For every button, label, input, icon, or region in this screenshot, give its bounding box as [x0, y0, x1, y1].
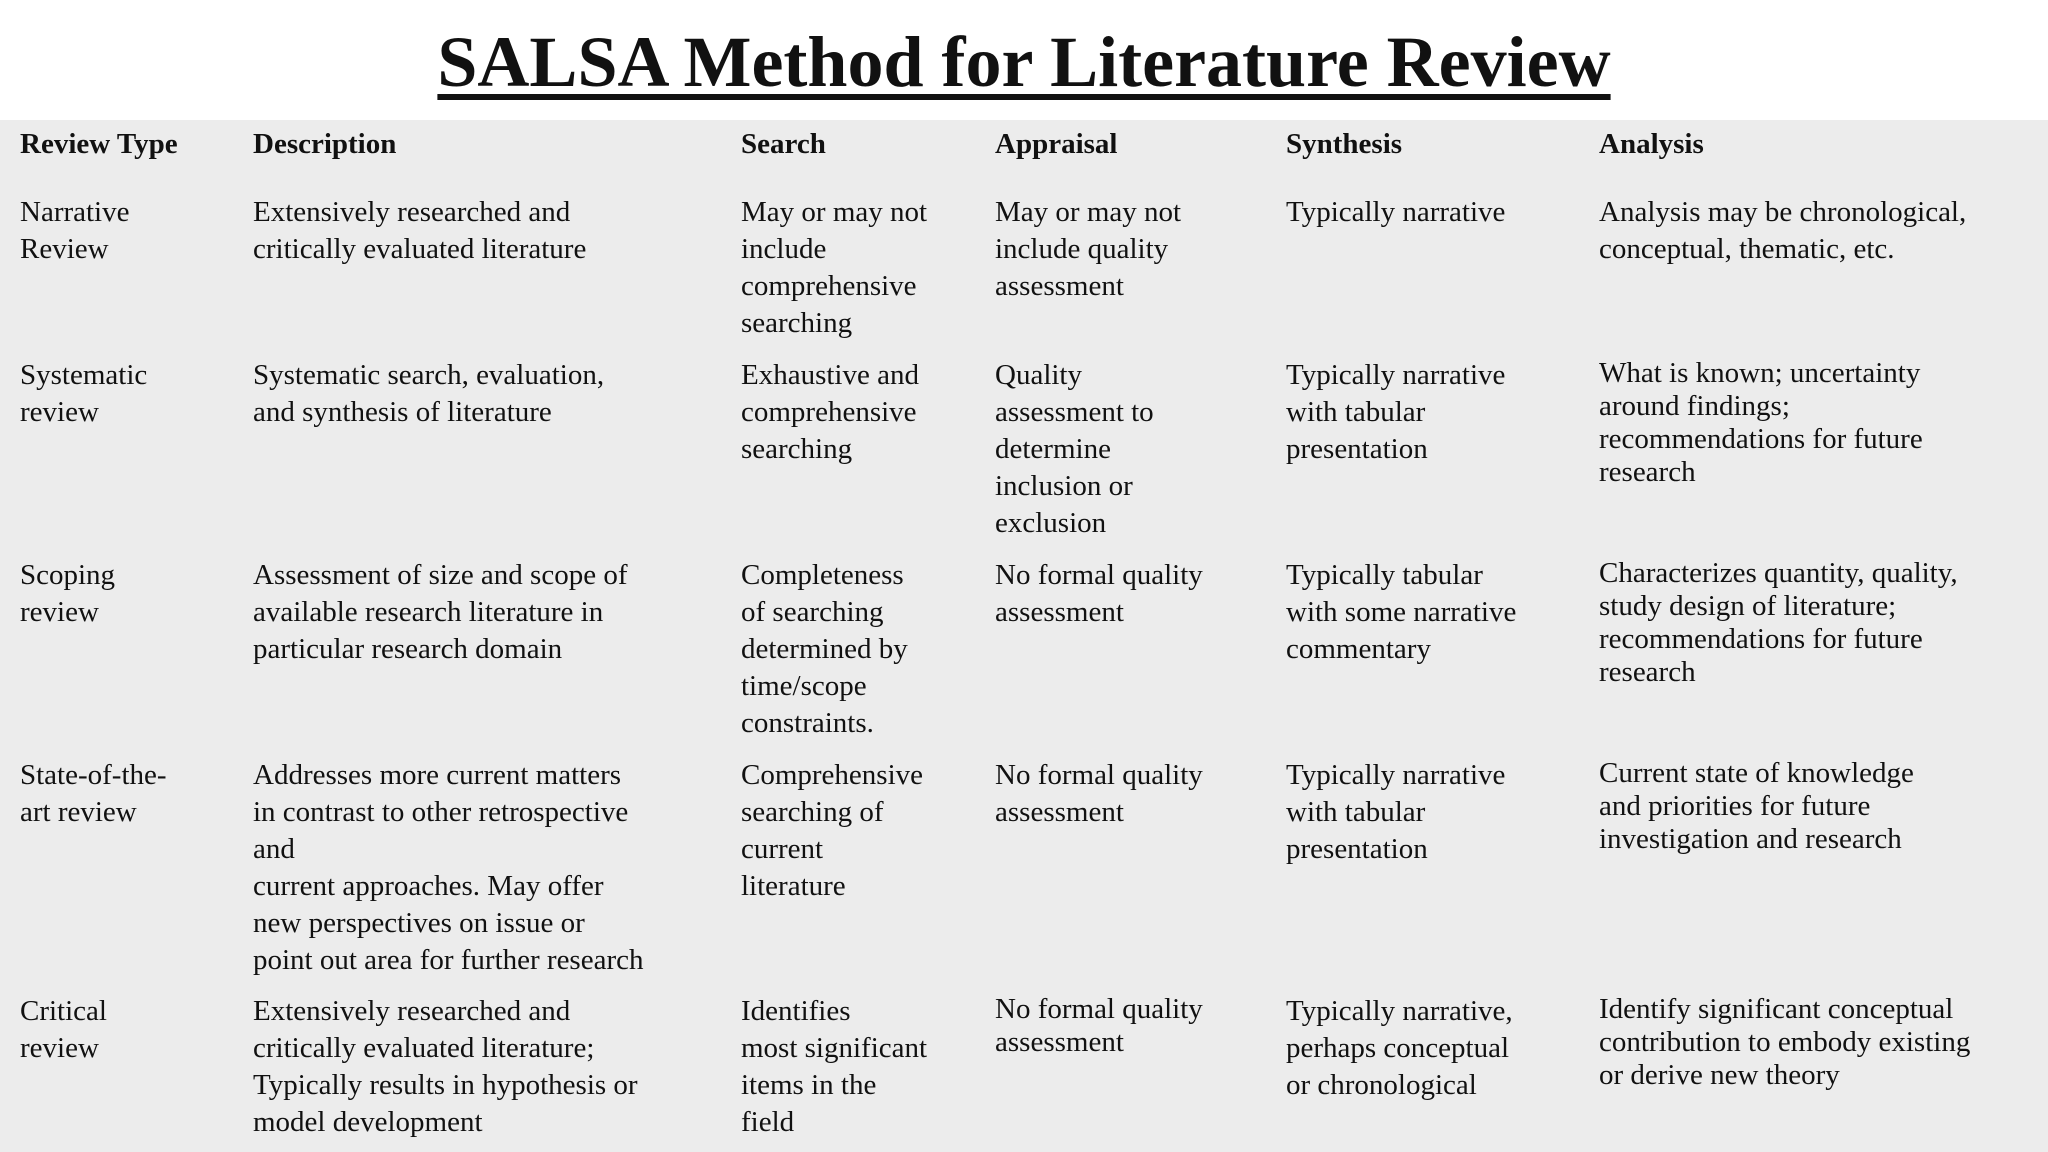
header-appraisal: Appraisal	[995, 128, 1118, 160]
header-synthesis: Synthesis	[1286, 128, 1403, 160]
header-review-type: Review Type	[20, 128, 178, 160]
table-cell-search: May or may not include comprehensive searching	[741, 196, 928, 339]
table-cell-analysis: Analysis may be chronological, conceptual, thematic, etc.	[1599, 196, 1967, 265]
table-cell-analysis: What is known; uncertainty around findings; recommendations for future research	[1599, 357, 1923, 488]
table-cell-analysis: Characterizes quantity, quality, study design of literature; recommendations for future research	[1599, 557, 1958, 688]
table-cell-synthesis: Typically narrative with tabular presentation	[1286, 759, 1506, 865]
table-cell-appraisal: May or may not include quality assessment	[995, 196, 1182, 302]
table-cell-review-type: Scoping review	[20, 559, 116, 628]
table-cell-appraisal: No formal quality assessment	[995, 993, 1203, 1058]
table-cell-review-type: State-of-the- art review	[20, 759, 167, 828]
table-cell-review-type: Critical review	[20, 995, 107, 1064]
table-cell-search: Completeness of searching determined by time/scope constraints.	[741, 559, 908, 739]
table-cell-description: Extensively researched and critically evaluated literature; Typically results in hypothesis or model development	[253, 995, 638, 1138]
table-cell-search: Comprehensive searching of current literature	[741, 759, 924, 902]
table-cell-synthesis: Typically narrative, perhaps conceptual or chronological	[1286, 995, 1513, 1101]
table-cell-review-type: Systematic review	[20, 359, 148, 428]
table-cell-analysis: Identify significant conceptual contribution to embody existing or derive new theory	[1599, 993, 1971, 1091]
table-cell-description: Addresses more current matters in contrast to other retrospective and current approaches. May offer new perspectives on issue or point out area for further research	[253, 759, 644, 976]
table-cell-synthesis: Typically tabular with some narrative commentary	[1286, 559, 1517, 665]
header-analysis: Analysis	[1599, 128, 1704, 160]
table-cell-analysis: Current state of knowledge and priorities for future investigation and research	[1599, 757, 1914, 855]
header-search: Search	[741, 128, 826, 160]
table-cell-appraisal: No formal quality assessment	[995, 759, 1203, 828]
table-cell-search: Exhaustive and comprehensive searching	[741, 359, 919, 465]
table-cell-synthesis: Typically narrative with tabular presentation	[1286, 359, 1506, 465]
table-cell-synthesis: Typically narrative	[1286, 196, 1506, 228]
table-cell-description: Assessment of size and scope of available research literature in particular research domain	[253, 559, 628, 665]
table-cell-search: Identifies most significant items in the field	[741, 995, 928, 1138]
page-title: SALSA Method for Literature Review	[437, 22, 1611, 102]
table-cell-review-type: Narrative Review	[20, 196, 130, 265]
header-description: Description	[253, 128, 397, 160]
table-cell-appraisal: Quality assessment to determine inclusion or exclusion	[995, 359, 1154, 539]
table-cell-appraisal: No formal quality assessment	[995, 559, 1203, 628]
table-cell-description: Extensively researched and critically evaluated literature	[253, 196, 587, 265]
table-cell-description: Systematic search, evaluation, and synthesis of literature	[253, 359, 605, 428]
